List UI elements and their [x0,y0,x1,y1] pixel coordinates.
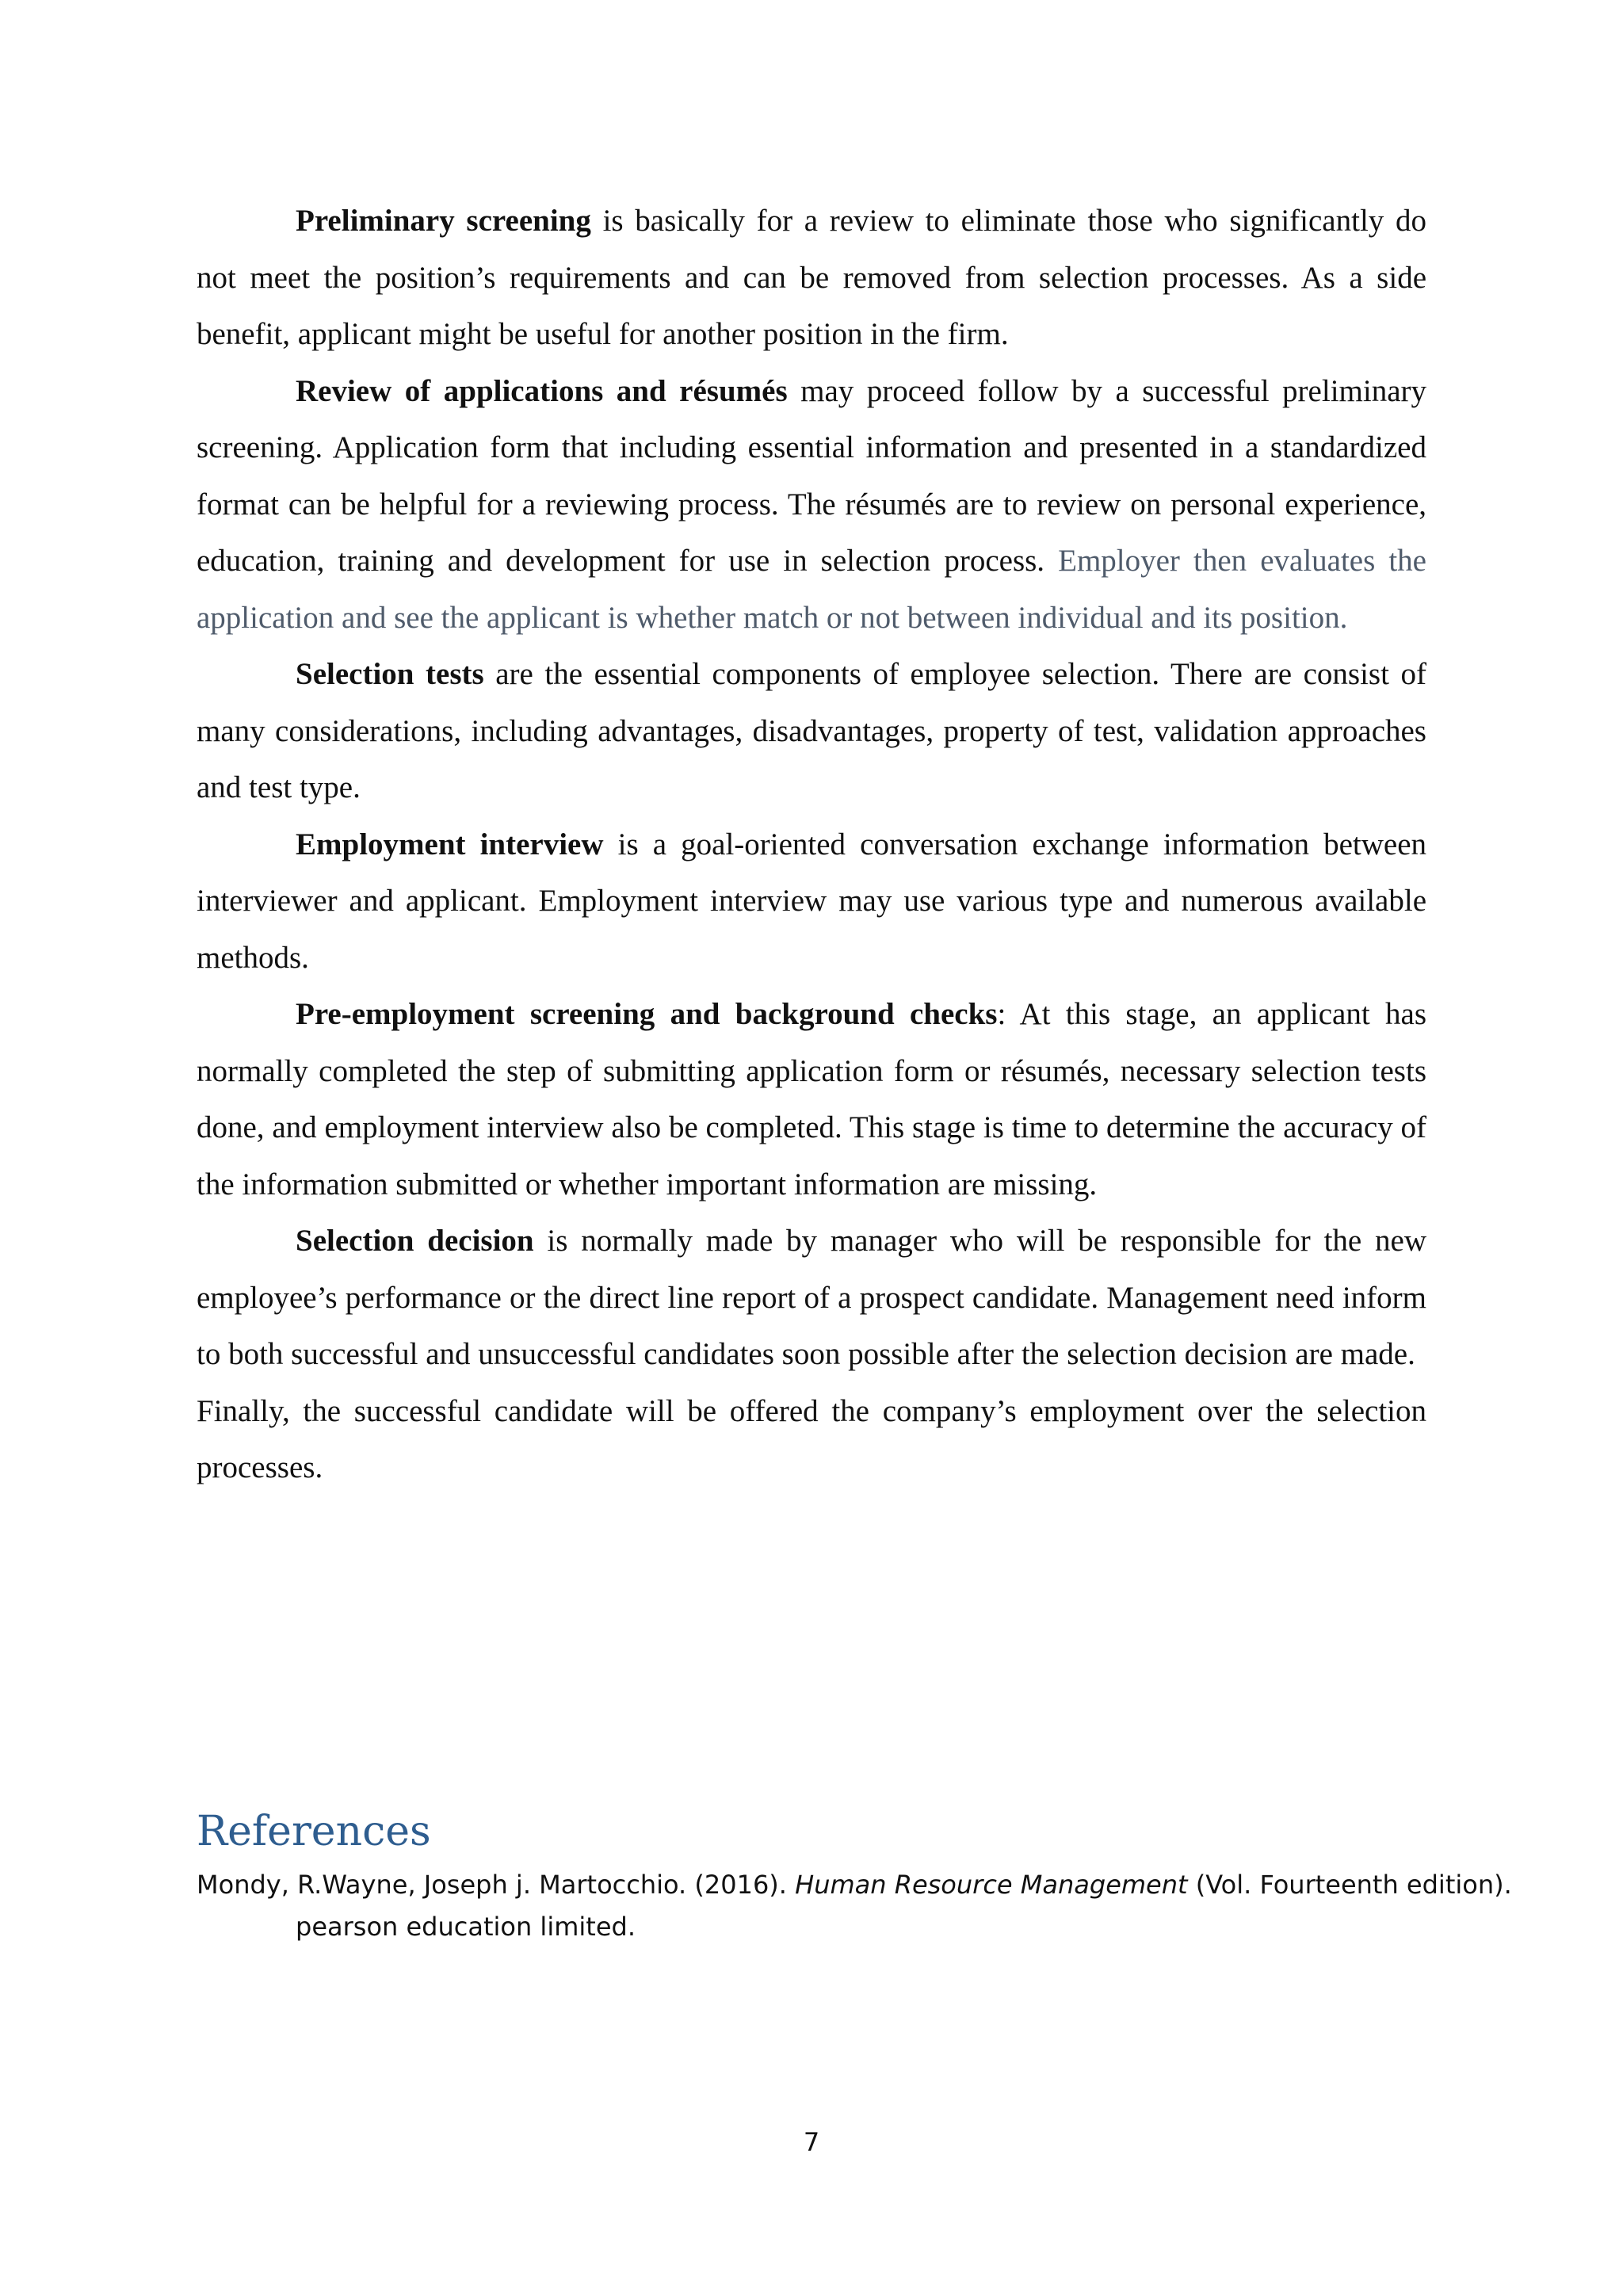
reference-entry [197,1864,1532,1948]
paragraph-employment-interview [197,816,1426,987]
paragraph-review-of-applications [197,363,1426,647]
reference-title: Human Resource Management [795,1870,1188,1900]
paragraph-closing: Finally, the successful candidate will be offered the company’s employment over the selection processes. [197,1393,1426,1484]
reference-authors: Mondy, R.Wayne, Joseph j. Martocchio. (2016). [197,1870,796,1900]
paragraph-selection-decision [197,1213,1426,1383]
paragraph-text: : At this stage, an applicant has normally completed the step of submitting application form or résumés, necessary selection tests done, and employment interview also be completed. This stage is time to determine the accuracy of the information submitted or whether important information are missing. [197,997,1426,1201]
paragraph-text: is normally made by manager who will be responsible for the new employee’s performance or the direct line report of a prospect candidate. Management need inform to both successful and unsuccessful candidates soon possible after the selection decision are made. [197,1224,1426,1371]
paragraph-text: are the essential components of employee selection. There are consist of many considerations, including advantages, disadvantages, property of test, validation approaches and test type. [197,657,1426,804]
page-number: 7 [803,2127,820,2157]
term-selection-decision: Selection decision [296,1224,534,1258]
paragraph-pre-employment-screening [197,986,1426,1213]
term-employment-interview: Employment interview [296,827,604,861]
paragraph-preliminary-screening [197,193,1426,363]
paragraph-text: is a goal-oriented conversation exchange information between interviewer and applicant. Employment interview may use various type and numerous available methods. [197,827,1426,975]
body-text [197,193,1426,1496]
term-pre-employment-screening: Pre-employment screening and background checks [296,997,998,1031]
term-review-of-applications: Review of applications and résumés [296,373,788,408]
paragraph-text: is basically for a review to eliminate those who significantly do not meet the position’s requirements and can be removed from selection processes. As a side benefit, applicant might be useful for another position in the firm. [197,204,1426,351]
term-preliminary-screening: Preliminary screening [296,204,591,238]
paragraph-text: may proceed follow by a successful preliminary screening. Application form that including essential information and presented in a standardized format can be helpful for a reviewing process. The résumés are to review on personal experience, education, training and development for use in selection process. [197,373,1426,578]
references-heading: References [197,1808,431,1855]
paragraph-selection-tests [197,646,1426,816]
reference-details: (Vol. Fourteenth edition). pearson education limited. [296,1870,1512,1942]
paragraph-muted-text: Employer then evaluates the application and see the applicant is whether match or not between individual and its position. [197,544,1426,635]
term-selection-tests: Selection tests [296,657,484,691]
